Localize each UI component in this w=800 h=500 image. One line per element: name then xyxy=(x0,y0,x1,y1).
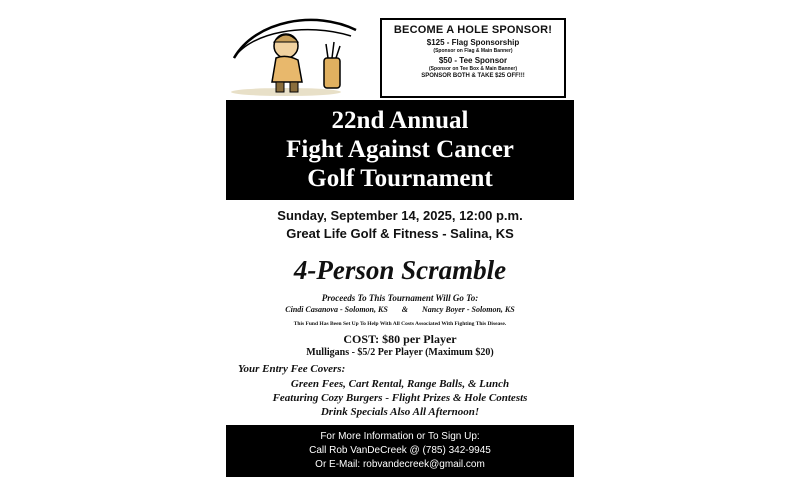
event-details xyxy=(226,207,574,243)
entry-line-2: Featuring Cozy Burgers - Flight Prizes & Hole Contests xyxy=(272,392,528,404)
contact-email: Or E-Mail: robvandecreek@gmail.com xyxy=(315,459,485,470)
title-line-2: Fight Against Cancer xyxy=(286,136,514,163)
beneficiary-separator: & xyxy=(401,305,409,314)
contact-line-1: For More Information or To Sign Up: xyxy=(320,431,480,442)
title-line-1: 22nd Annual xyxy=(331,107,469,134)
tournament-title-band xyxy=(226,100,574,200)
tee-sponsorship: $50 - Tee Sponsor xyxy=(438,56,508,65)
beneficiaries xyxy=(226,305,574,314)
tee-sponsorship-note: (Sponsor on Tee Box & Main Banner) xyxy=(429,66,517,72)
flag-sponsorship: $125 - Flag Sponsorship xyxy=(426,38,520,47)
entry-line-1: Green Fees, Cart Rental, Range Balls, & Lunch xyxy=(290,378,510,390)
entry-fee-details xyxy=(226,377,574,419)
golfer-cartoon-icon xyxy=(226,10,376,98)
event-date-time: Sunday, September 14, 2025, 12:00 p.m. xyxy=(277,208,523,223)
contact-info-band xyxy=(226,425,574,477)
title-line-3: Golf Tournament xyxy=(307,165,493,192)
contact-phone: Call Rob VanDeCreek @ (785) 342-9945 xyxy=(309,445,491,456)
golf-flyer xyxy=(226,0,574,500)
hole-sponsor-box xyxy=(380,18,566,98)
tournament-format: 4-Person Scramble xyxy=(293,255,507,285)
sponsor-title: BECOME A HOLE SPONSOR! xyxy=(393,24,553,36)
beneficiary-1: Cindi Casanova - Solomon, KS xyxy=(285,305,388,314)
beneficiary-2: Nancy Boyer - Solomon, KS xyxy=(422,305,515,314)
flag-sponsorship-note: (Sponsor on Flag & Main Banner) xyxy=(433,48,513,54)
proceeds-heading: Proceeds To This Tournament Will Go To: xyxy=(321,293,479,303)
sponsor-both-offer: SPONSOR BOTH & TAKE $25 OFF!!! xyxy=(421,73,525,79)
entry-line-3: Drink Specials Also All Afternoon! xyxy=(320,406,480,418)
cost-per-player: COST: $80 per Player xyxy=(343,332,457,346)
entry-fee-heading: Your Entry Fee Covers: xyxy=(238,363,346,375)
mulligans-cost: Mulligans - $5/2 Per Player (Maximum $20) xyxy=(306,347,494,358)
fund-note: This Fund Has Been Set Up To Help With All Costs Associated With Fighting This Disease. xyxy=(293,321,507,327)
event-location: Great Life Golf & Fitness - Salina, KS xyxy=(286,226,514,241)
